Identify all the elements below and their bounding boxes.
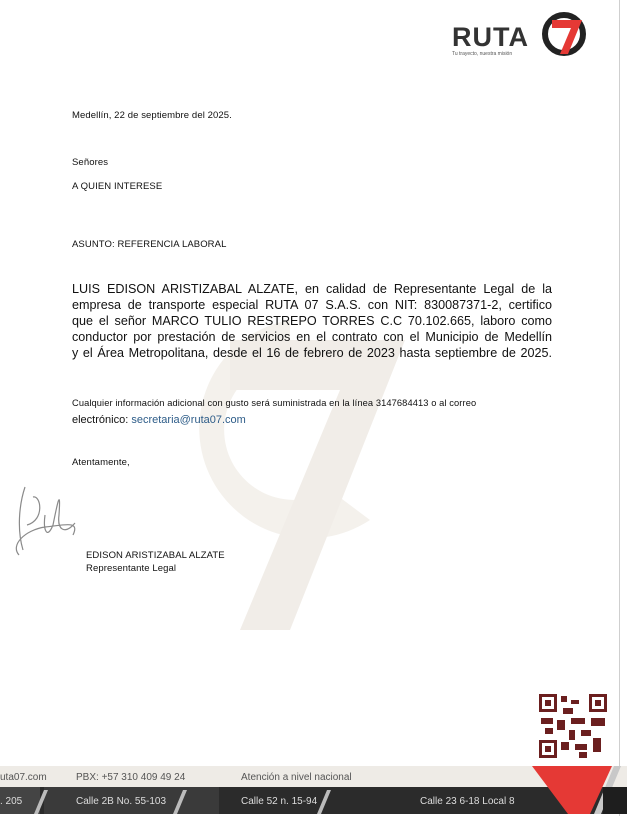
footer-attention: Atención a nivel nacional — [241, 772, 352, 783]
email-link[interactable]: secretaria@ruta07.com — [131, 414, 246, 426]
salutation: Señores — [72, 157, 109, 168]
signature-image — [5, 475, 85, 565]
footer-address: Calle 23 6-18 Local 8 — [420, 796, 515, 807]
body-line: empresa de transporte especial RUTA 07 S.A.S. con NIT: 830087371-2, certifico — [72, 298, 552, 312]
footer-pbx: PBX: +57 310 409 49 24 — [76, 772, 186, 783]
qr-code-icon — [539, 694, 607, 758]
footer-address: Calle 2B No. 55-103 — [76, 796, 167, 807]
footer-website[interactable]: uta07.com — [0, 772, 47, 783]
logo-seven-icon — [540, 8, 588, 56]
subject: ASUNTO: REFERENCIA LABORAL — [72, 239, 227, 250]
body-line: LUIS EDISON ARISTIZABAL ALZATE, en calidad de Representante Legal de la — [72, 282, 552, 296]
letter-date: Medellín, 22 de septiembre del 2025. — [72, 110, 232, 121]
body-line: y el Área Metropolitana, desde el 16 de febrero de 2023 hasta septiembre de 2025. — [72, 346, 552, 360]
company-logo — [450, 8, 590, 58]
footer-address-bar — [0, 787, 627, 814]
logo-text: RUTA — [452, 22, 529, 52]
footer-address: Calle 52 n. 15-94 — [241, 796, 318, 807]
logo-tagline: Tu trayecto, nuestra misión — [452, 51, 513, 57]
signer-title: Representante Legal — [86, 563, 177, 574]
closing: Atentamente, — [72, 457, 130, 468]
body-line: conductor por prestación de servicios en el contrato con el Municipio de Medellín — [72, 330, 552, 344]
signer-name: EDISON ARISTIZABAL ALZATE — [86, 550, 225, 561]
body-line: que el señor MARCO TULIO RESTREPO TORRES C.C 70.102.665, laboro como — [72, 314, 552, 328]
page-edge — [619, 0, 620, 816]
recipient: A QUIEN INTERESE — [72, 181, 163, 192]
email-label: electrónico: — [72, 414, 129, 426]
contact-line: Cualquier información adicional con gusto será suministrada en la línea 3147684413 o al correo — [72, 398, 477, 408]
footer-address: . 205 — [0, 796, 23, 807]
